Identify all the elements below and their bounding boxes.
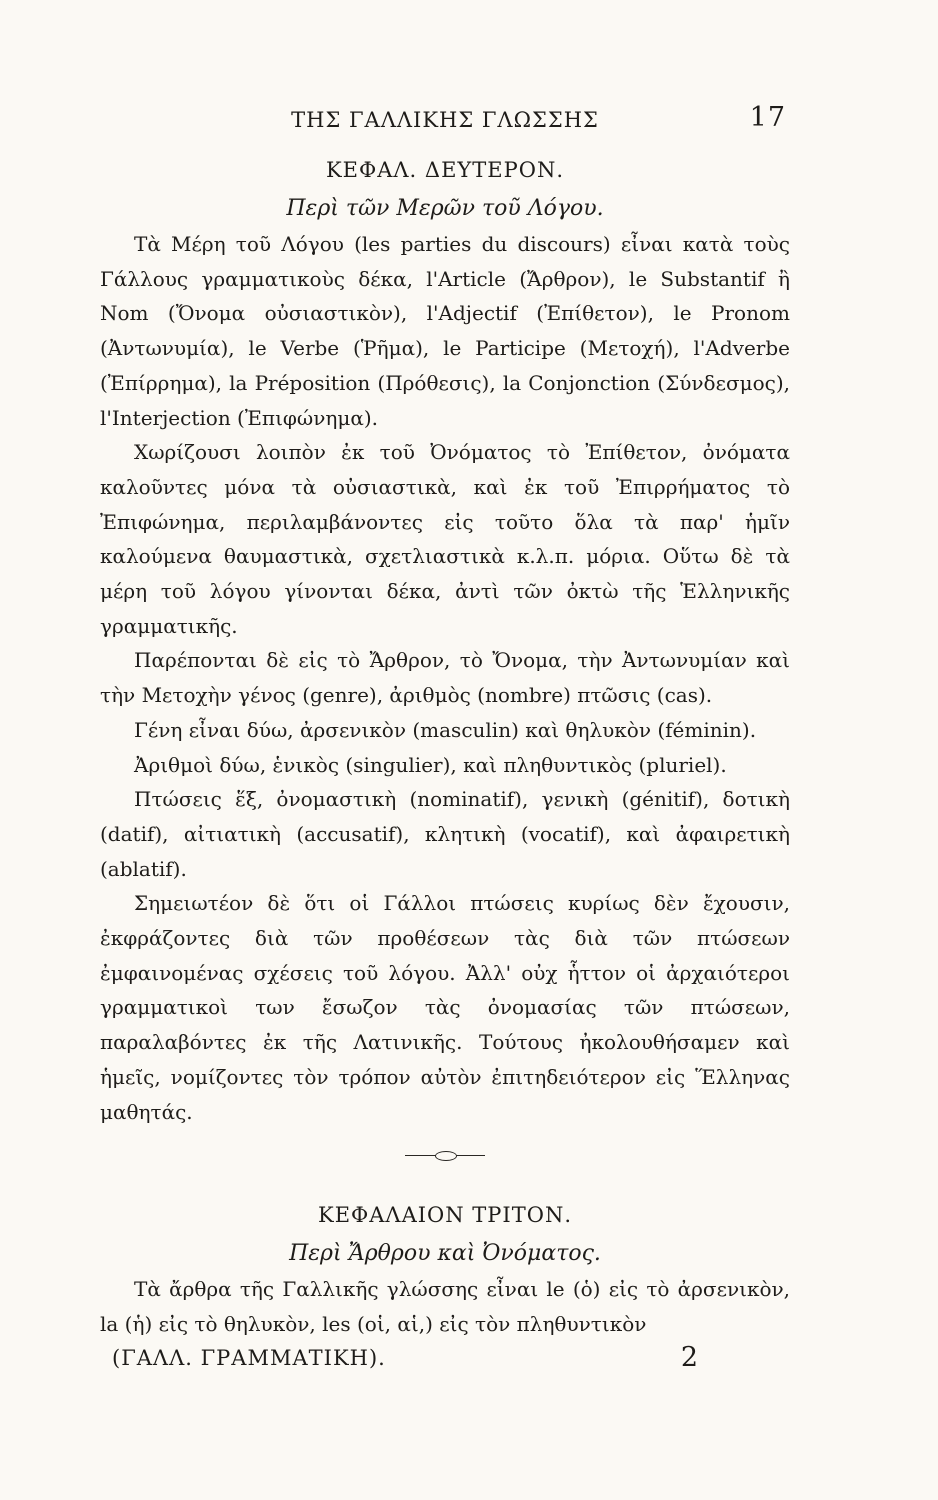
paragraph: Χωρίζουσι λοιπὸν ἐκ τοῦ Ὀνόματος τὸ Ἐπίθετον, ὀνόματα καλοῦντες μόνα τὰ οὐσιαστικὰ, καὶ ἐκ τοῦ Ἐπιρρήματος τὸ Ἐπιφώνημα, περιλαμβάνοντες εἰς τοῦτο ὅλα τὰ παρ' ἡμῖν καλούμενα θαυμαστικὰ, σχετλιαστικὰ κ.λ.π. μόρια. Οὕτω δὲ τὰ μέρη τοῦ λόγου γίνονται δέκα, ἀντὶ τῶν ὀκτὼ τῆς Ἑλληνικῆς γραμματικῆς. xyxy=(100,440,790,638)
chapter-subtitle: Περὶ τῶν Μερῶν τοῦ Λόγου. xyxy=(286,196,604,221)
chapter-title: ΚΕΦΑΛ. ΔΕΥΤΕΡΟΝ. xyxy=(325,158,564,182)
page-number: 17 xyxy=(749,102,786,133)
paragraph: Παρέπονται δὲ εἰς τὸ Ἄρθρον, τὸ Ὄνομα, τὴν Ἀντωνυμίαν καὶ τὴν Μετοχὴν γένος (genre), ἀριθμὸς (nombre) πτῶσις (cas). xyxy=(100,648,790,708)
divider-ornament xyxy=(435,1151,457,1161)
section-divider xyxy=(405,1149,485,1163)
chapter-title: ΚΕΦΑΛΑΙΟΝ ΤΡΙΤΟΝ. xyxy=(318,1203,572,1228)
paragraph: Πτώσεις ἕξ, ὀνομαστικὴ (nominatif), γενικὴ (génitif), δοτικὴ (datif), αἰτιατικὴ (accusatif), κλητικὴ (vocatif), καὶ ἀφαιρετικὴ (ablatif). xyxy=(100,787,790,881)
running-head-title: ΤΗΣ ΓΑΛΛΙΚΗΣ ΓΛΩΣΣΗΣ xyxy=(291,108,599,132)
chapter-subtitle: Περὶ Ἄρθρου καὶ Ὀνόματος. xyxy=(289,1241,601,1267)
chapter-body xyxy=(100,227,790,1129)
paragraph: Ἀριθμοὶ δύω, ἑνικὸς (singulier), καὶ πληθυντικὸς (pluriel). xyxy=(134,752,727,777)
paragraph: Τὰ Μέρη τοῦ Λόγου (les parties du discours) εἶναι κατὰ τοὺς Γάλλους γραμματικοὺς δέκα, l'Article (Ἄρθρον), le Substantif ἢ Nom (Ὄνομα οὐσιαστικὸν), l'Adjectif (Ἐπίθετον), le Pronom (Ἀντωνυμία), le Verbe (Ῥῆμα), le Participe (Μετοχή), l'Adverbe (Ἐπίρρημα), la Préposition (Πρόθεσις), la Conjonction (Σύνδεσμος), l'Interjection (Ἐπιφώνημα). xyxy=(100,232,790,430)
paragraph: Γένη εἶναι δύω, ἀρσενικὸν (masculin) καὶ θηλυκὸν (féminin). xyxy=(134,717,757,742)
chapter-body xyxy=(100,1272,790,1341)
signature-mark: (ΓΑΛΛ. ΓΡΑΜΜΑΤΙΚΗ). xyxy=(112,1345,386,1370)
running-head xyxy=(100,100,790,140)
signature-line xyxy=(100,1342,790,1382)
paragraph: Σημειωτέον δὲ ὅτι οἱ Γάλλοι πτώσεις κυρίως δὲν ἔχουσιν, ἐκφράζοντες διὰ τῶν προθέσεων τὰς διὰ τῶν πτώσεων ἐμφαινομένας σχέσεις τοῦ λόγου. Ἀλλ' οὐχ ἧττον οἱ ἀρχαιότεροι γραμματικοὶ των ἔσωζον τὰς ὀνομασίας τῶν πτώσεων, παραλαβόντες ἐκ τῆς Λατινικῆς. Τούτους ἠκολουθήσαμεν καὶ ἡμεῖς, νομίζοντες τὸν τρόπον αὐτὸν ἐπιτηδειότερον εἰς Ἕλληνας μαθητάς. xyxy=(100,891,790,1124)
signature-number: 2 xyxy=(680,1341,698,1373)
book-page xyxy=(100,100,790,1400)
paragraph: Τὰ ἄρθρα τῆς Γαλλικῆς γλώσσης εἶναι le (ὁ) εἰς τὸ ἀρσενικὸν, la (ἡ) εἰς τὸ θηλυκὸν, les (οἱ, αἱ,) εἰς τὸν πληθυντικὸν xyxy=(100,1277,790,1336)
